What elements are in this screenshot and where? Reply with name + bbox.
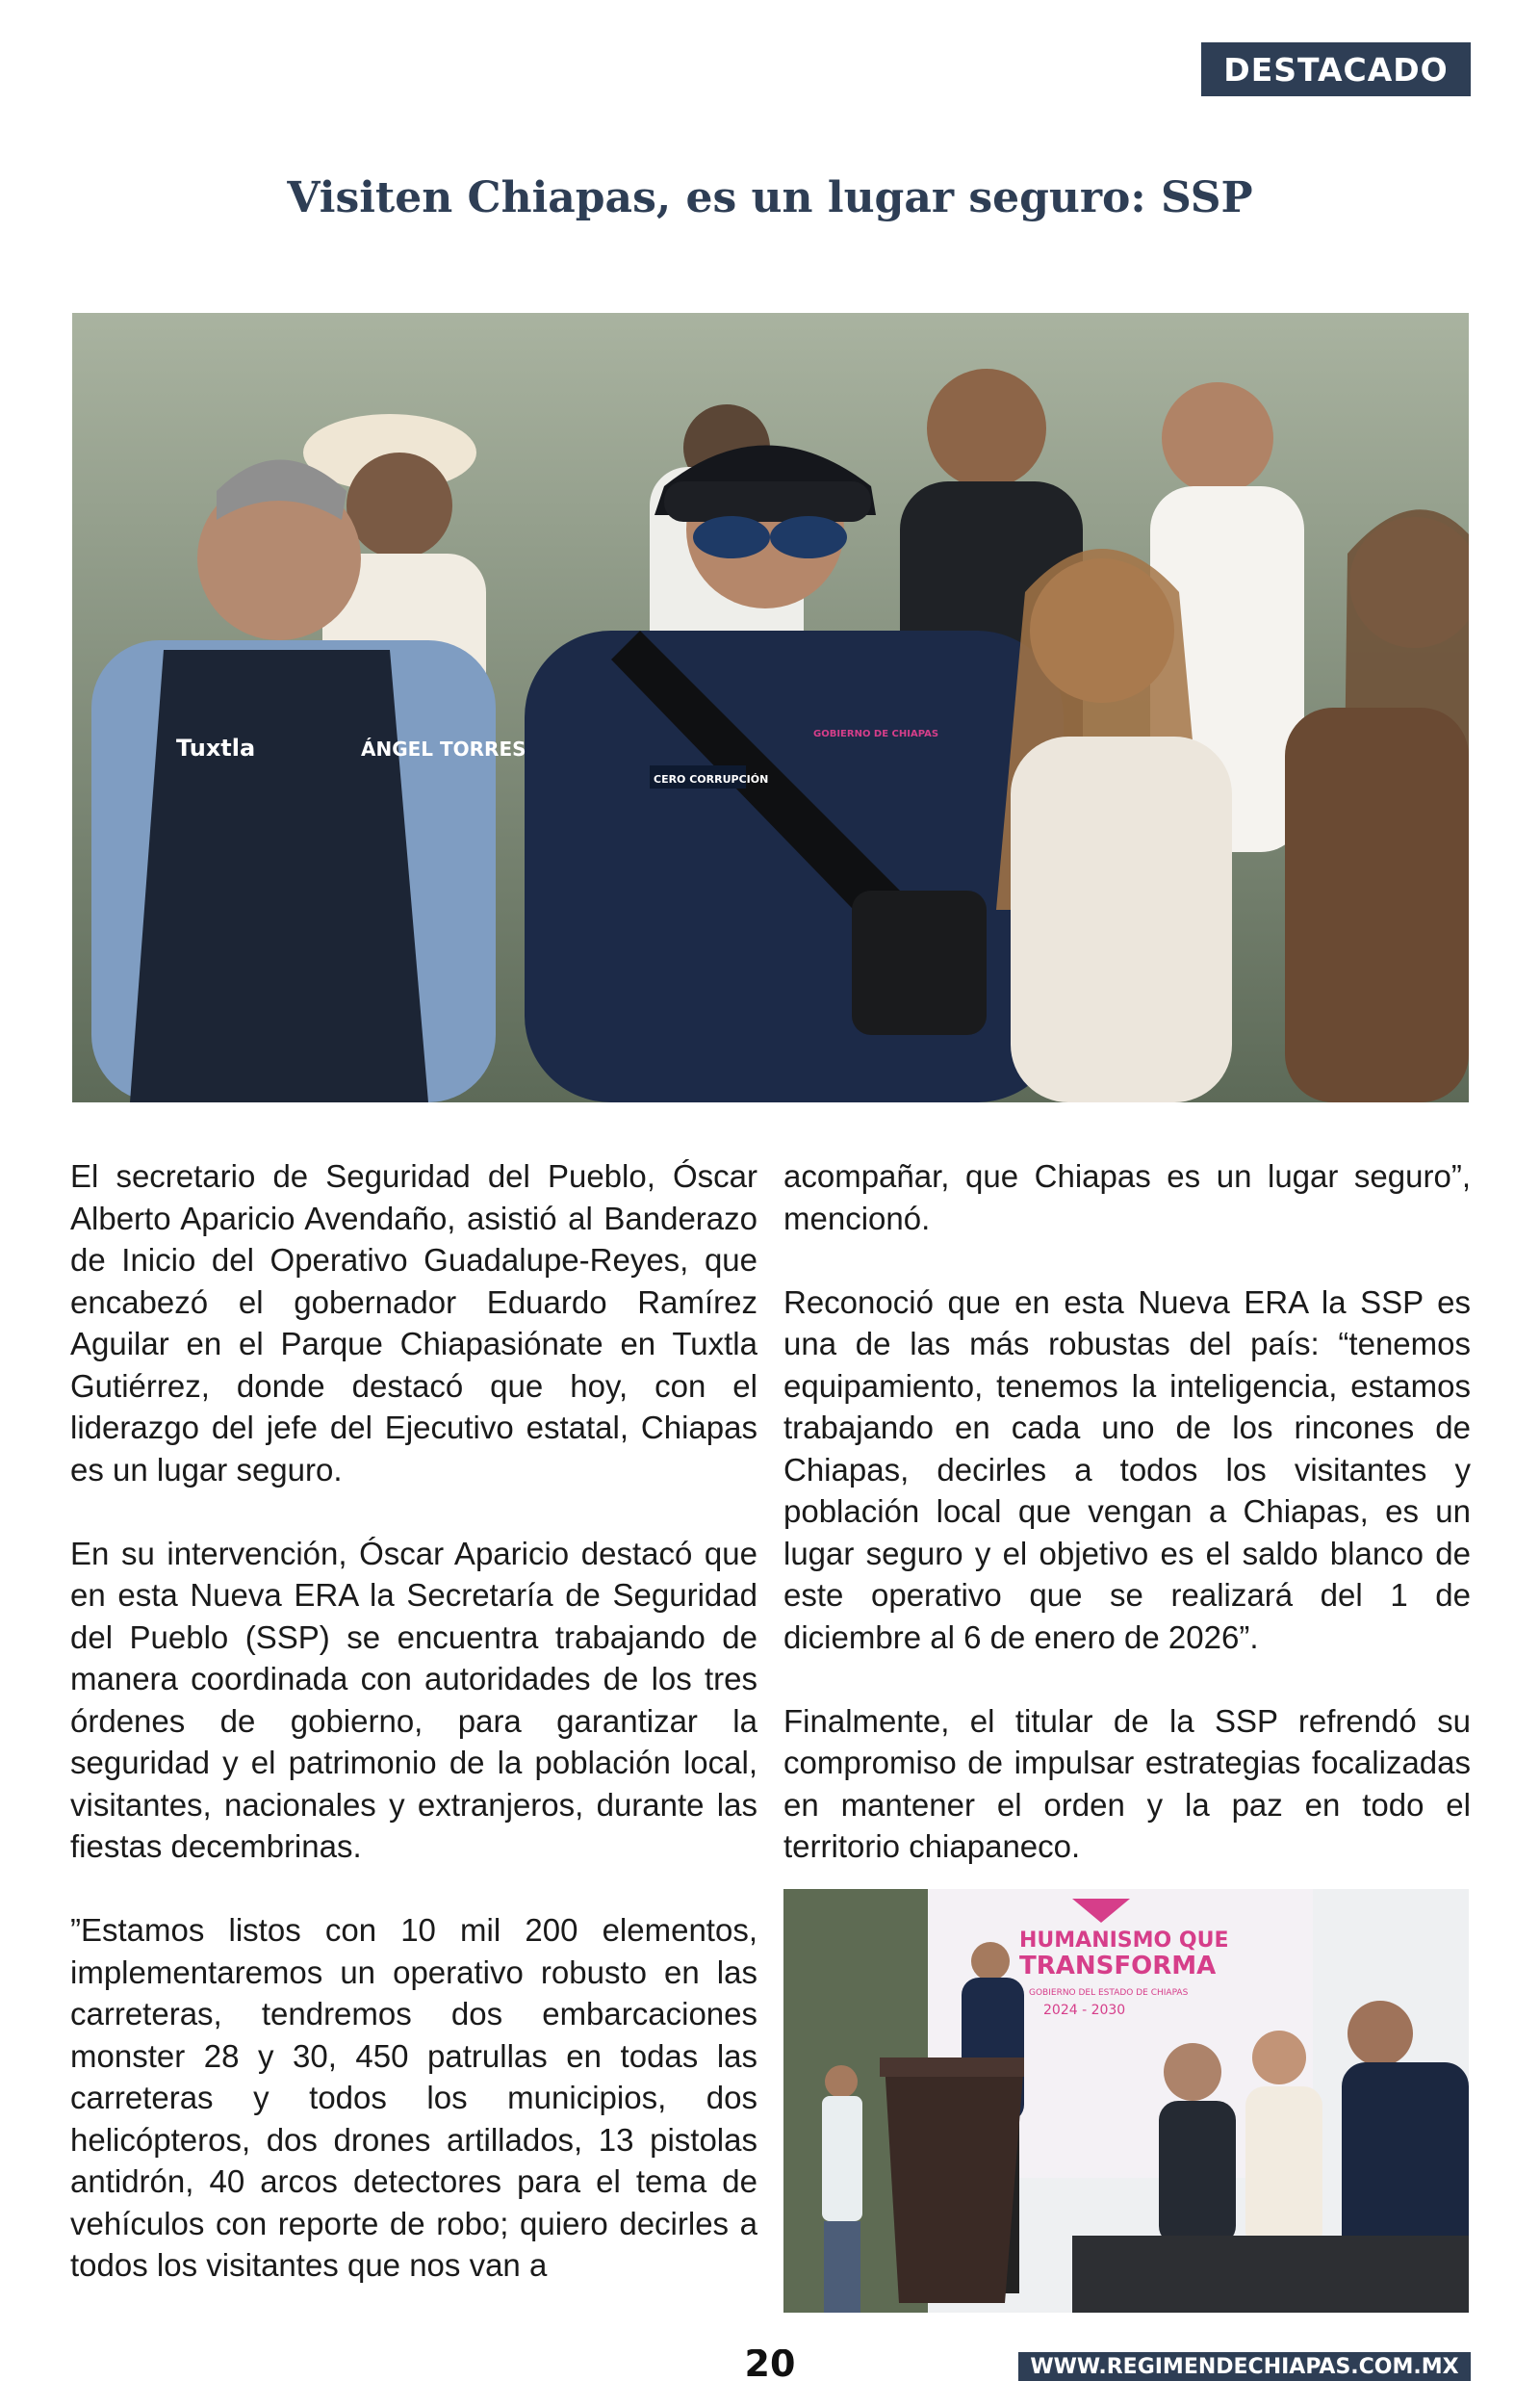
paragraph: El secretario de Seguridad del Pueblo, Óscar Alberto Aparicio Avendaño, asistió al Banderazo de Inicio del Operativo Guadalupe-Reyes, que encabezó el gobernador Eduardo Ramírez Aguilar en el Parque Chiapasiónate en Tuxtla Gutiérrez, donde destacó que hoy, con el liderazgo del jefe del Ejecutivo estatal, Chiapas es un lugar seguro. — [70, 1158, 757, 1488]
shirt-badge: CERO CORRUPCIÓN — [654, 773, 769, 786]
page-number: 20 — [744, 2349, 796, 2381]
banner-line-1: HUMANISMO QUE — [1019, 1928, 1229, 1953]
vest-label-name: ÁNGEL TORRES — [361, 738, 526, 761]
banner-line-3: GOBIERNO DEL ESTADO DE CHIAPAS — [1029, 1988, 1189, 1998]
paragraph: ”Estamos listos con 10 mil 200 elementos, implementaremos un operativo robusto en las carreteras, tendremos dos embarcaciones monster 28 y 30, 450 patrullas en todas las carreteras y todos los municipios, dos helicópteros, dos drones artillados, 13 pistolas antidrón, 40 arcos detectores para el tema de vehículos con reporte de robo; quiero decirles a todos los visitantes que nos van a — [70, 1912, 757, 2283]
shirt-logo: GOBIERNO DE CHIAPAS — [813, 729, 939, 739]
section-badge: DESTACADO — [1201, 42, 1471, 96]
banner-line-2: TRANSFORMA — [1019, 1952, 1217, 1980]
vest-label-tuxtla: Tuxtla — [176, 735, 256, 762]
paragraph: acompañar, que Chiapas es un lugar seguro”, mencionó. — [783, 1158, 1471, 1236]
body-column-left — [70, 1155, 757, 2328]
secondary-photo — [783, 1889, 1469, 2313]
paragraph: Finalmente, el titular de la SSP refrendó su compromiso de impulsar estrategias focalizadas en mantener el orden y la paz en todo el territorio chiapaneco. — [783, 1702, 1471, 1864]
website-link[interactable]: WWW.REGIMENDECHIAPAS.COM.MX — [1018, 2352, 1471, 2381]
paragraph: Reconoció que en esta Nueva ERA la SSP es una de las más robustas del país: “tenemos equipamiento, tenemos la inteligencia, estamos trabajando en cada uno de los rincones de Chiapas, decirles a todos los visitantes y población local que vengan a Chiapas, es un lugar seguro y el objetivo es el saldo blanco de este operativo que se realizará del 1 de diciembre al 6 de enero de 2026”. — [783, 1283, 1471, 1655]
paragraph: En su intervención, Óscar Aparicio destacó que en esta Nueva ERA la Secretaría de Seguridad del Pueblo (SSP) se encuentra trabajando de manera coordinada con autoridades de los tres órdenes de gobierno, para garantizar la seguridad y el patrimonio de la población local, visitantes, nacionales y extranjeros, durante las fiestas decembrinas. — [70, 1535, 757, 1864]
article-headline: Visiten Chiapas, es un lugar seguro: SSP — [287, 173, 1253, 222]
banner-years: 2024 - 2030 — [1043, 2003, 1126, 2018]
body-column-right — [783, 1155, 1471, 1909]
main-photo — [72, 313, 1469, 1102]
